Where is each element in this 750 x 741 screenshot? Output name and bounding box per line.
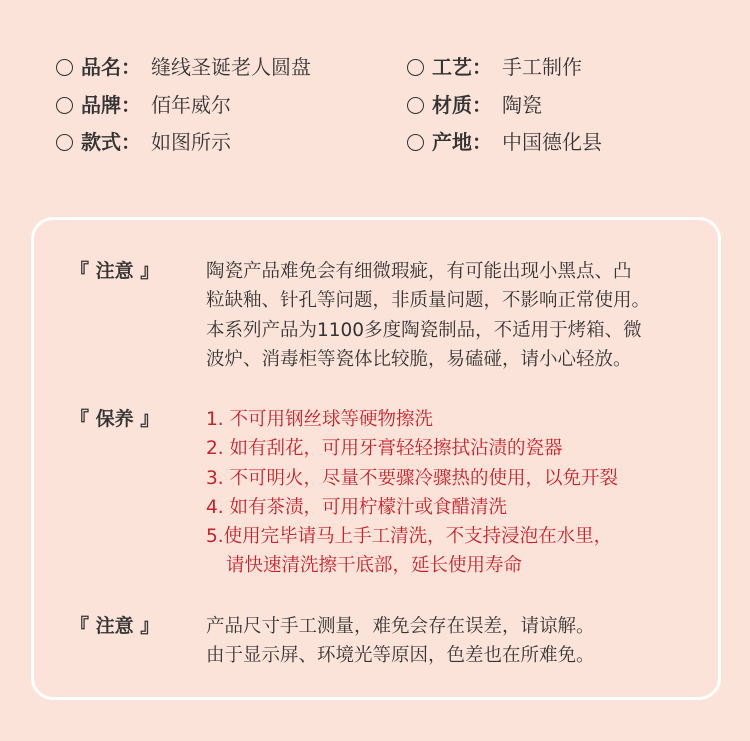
spec-value: 中国德化县 — [502, 130, 602, 154]
care-line: 5.使用完毕请马上手工清洗，不支持浸泡在水里， — [206, 526, 613, 548]
spec-label: 产地 — [432, 130, 472, 154]
text-line: 波炉、消毒柜等瓷体比较脆，易磕碰，请小心轻放。 — [206, 348, 632, 370]
care-line: 3. 不可明火，尽量不要骤冷骤热的使用，以免开裂 — [206, 467, 619, 489]
text-line: 陶瓷产品难免会有细微瑕疵，有可能出现小黑点、凸 — [206, 261, 632, 282]
spec-material: 材质 ： 陶瓷 — [407, 89, 542, 121]
spec-origin: 产地 ： 中国德化县 — [407, 126, 602, 158]
circle-bullet-icon — [407, 59, 424, 76]
spec-label: 品名 — [81, 55, 121, 79]
spec-label: 品牌 — [81, 93, 121, 117]
care-line: 2. 如有刮花，可用牙膏轻轻擦拭沾渍的瓷器 — [206, 438, 563, 460]
spec-value: 缝线圣诞老人圆盘 — [151, 55, 311, 79]
spec-label: 材质 — [432, 93, 472, 117]
circle-bullet-icon — [56, 97, 73, 114]
section-body — [206, 257, 726, 374]
text-line: 产品尺寸手工测量，难免会存在误差，请谅解。 — [206, 616, 595, 637]
care-line: 请快速清洗擦干底部，延长使用寿命 — [226, 555, 523, 577]
text-line: 粒缺釉、针孔等问题，非质量问题，不影响正常使用。 — [206, 290, 651, 312]
circle-bullet-icon — [56, 59, 73, 76]
spec-style: 款式 ： 如图所示 — [56, 126, 231, 158]
section-title: 『 保养 』 — [70, 408, 160, 430]
spec-label: 工艺 — [432, 55, 472, 79]
spec-name: 品名 ： 缝线圣诞老人圆盘 — [56, 51, 311, 83]
section-title: 『 注意 』 — [70, 260, 160, 282]
circle-bullet-icon — [407, 97, 424, 114]
section-title: 『 注意 』 — [70, 615, 160, 637]
care-line: 4. 如有茶渍，可用柠檬汁或食醋清洗 — [206, 496, 508, 518]
notice-card — [31, 217, 721, 700]
spec-craft: 工艺 ： 手工制作 — [407, 51, 582, 83]
care-line: 1. 不可用钢丝球等硬物擦洗 — [206, 409, 434, 430]
text-line: 本系列产品为1100多度陶瓷制品，不适用于烤箱、微 — [206, 319, 642, 341]
text-line: 由于显示屏、环境光等原因，色差也在所难免。 — [206, 645, 595, 667]
section-body — [206, 405, 726, 581]
section-body — [206, 612, 726, 671]
spec-value: 佰年威尔 — [151, 93, 231, 117]
spec-value: 陶瓷 — [502, 93, 542, 117]
circle-bullet-icon — [407, 134, 424, 151]
circle-bullet-icon — [56, 134, 73, 151]
spec-value: 手工制作 — [502, 55, 582, 79]
spec-label: 款式 — [81, 130, 121, 154]
spec-value: 如图所示 — [151, 130, 231, 154]
spec-brand: 品牌 ： 佰年威尔 — [56, 89, 231, 121]
